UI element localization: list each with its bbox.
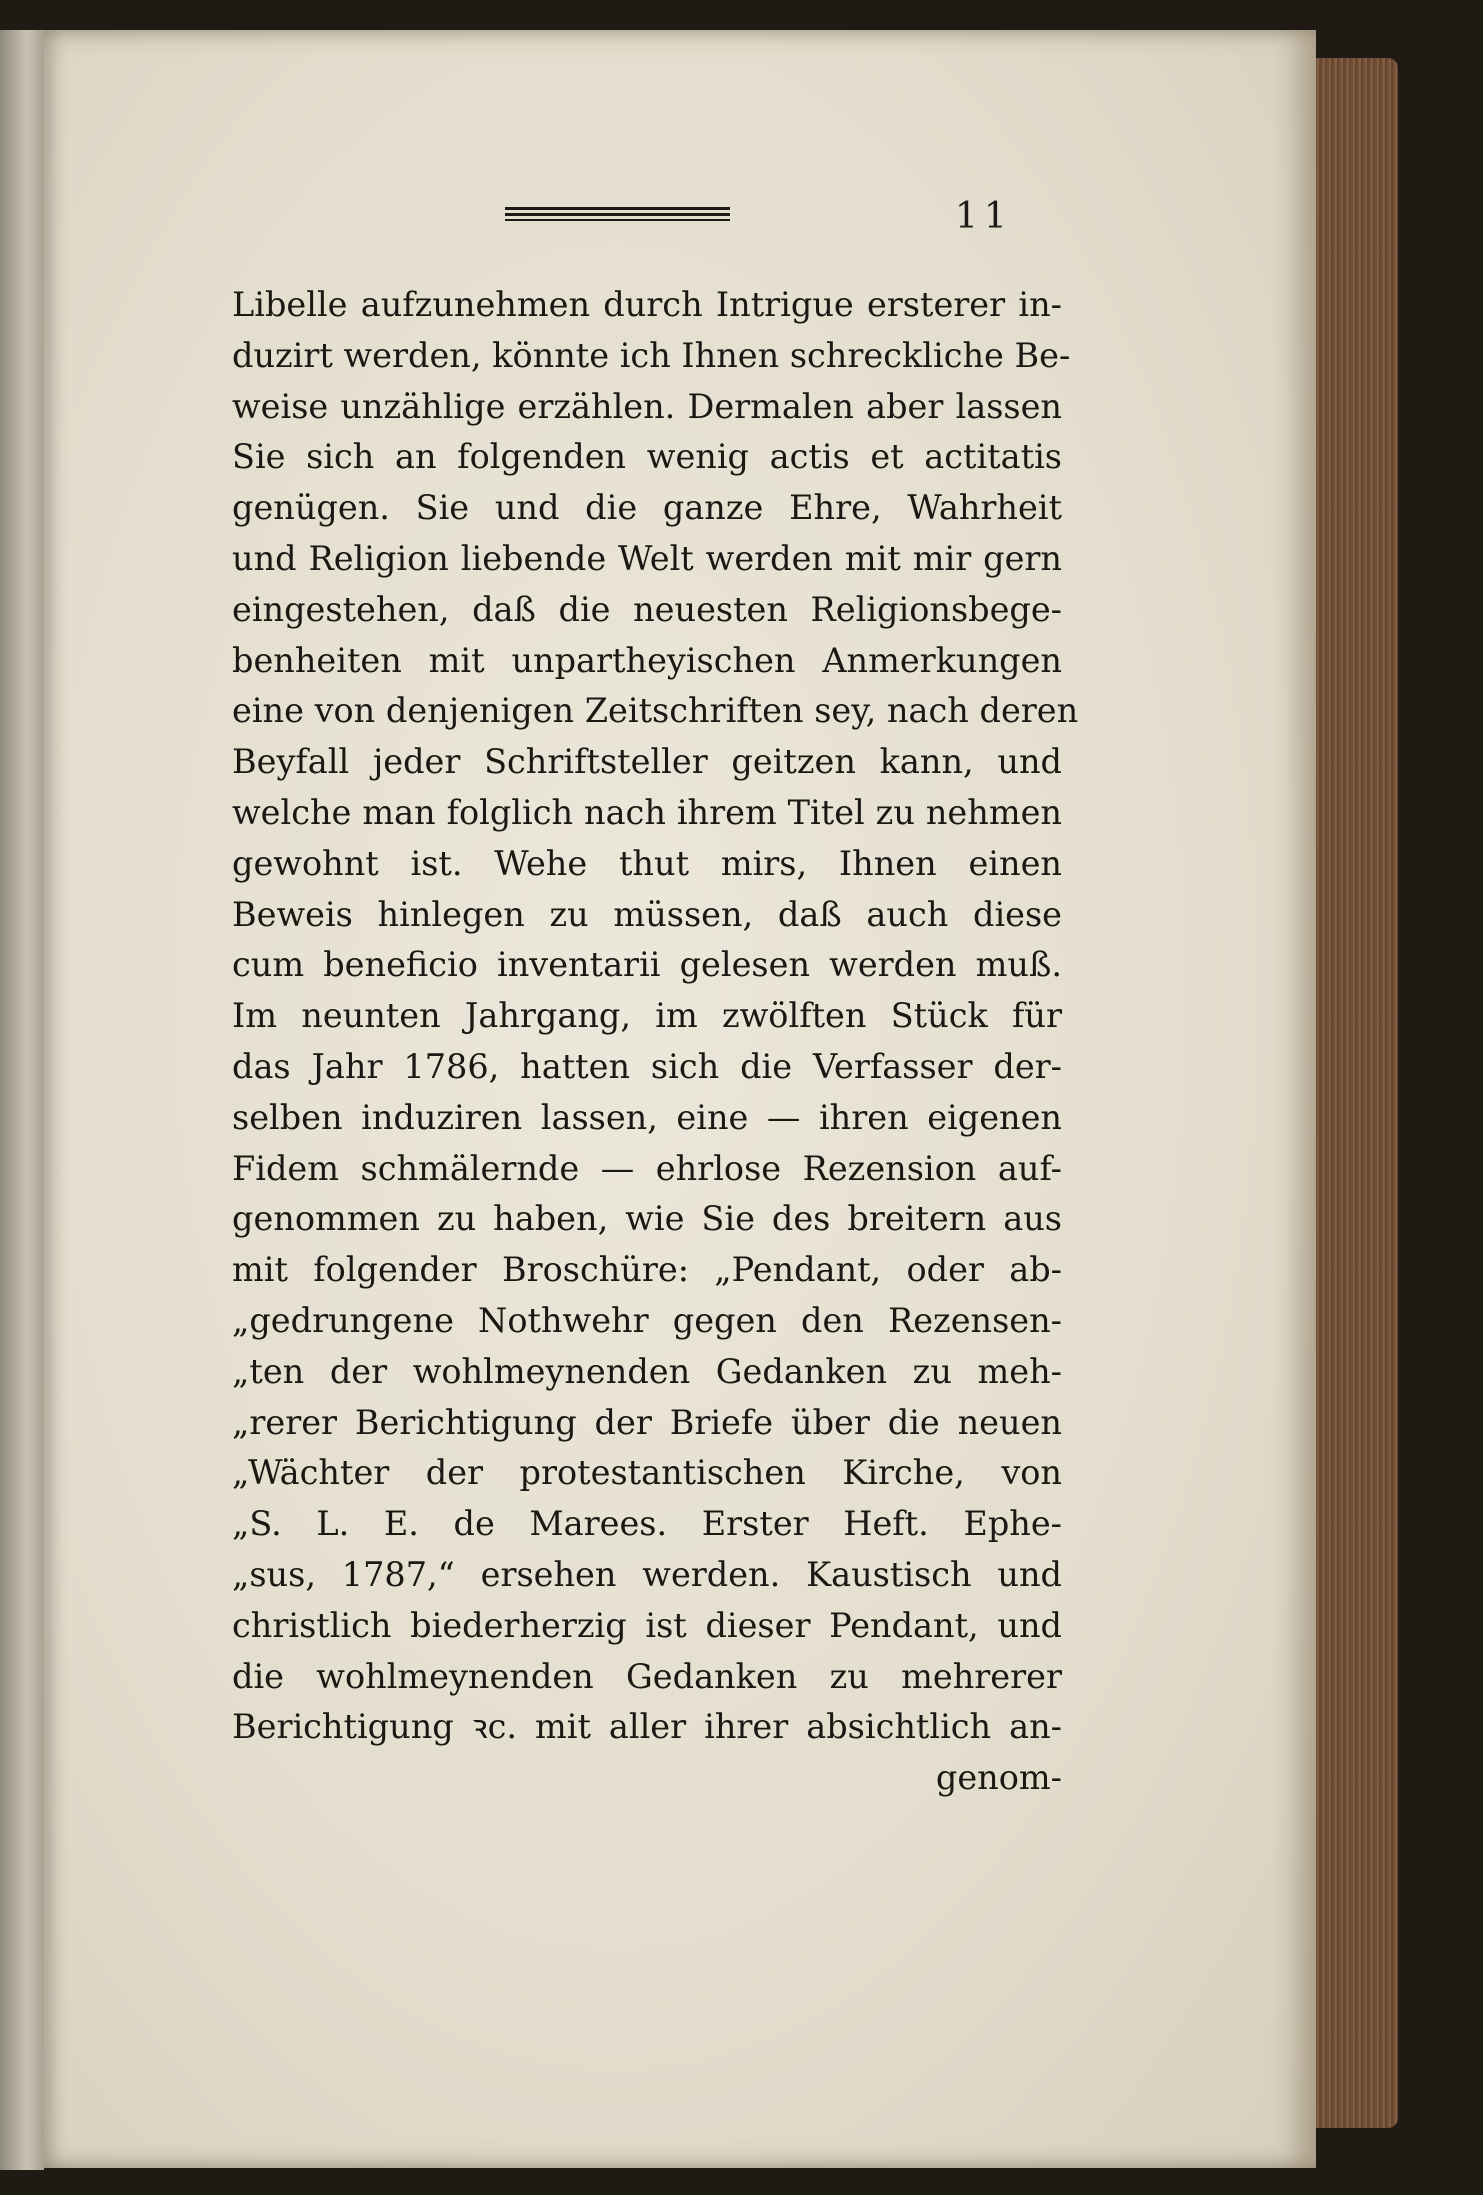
text-line: „S. L. E. de Marees. Erster Heft. Ephe-: [232, 1504, 1062, 1544]
text-line: welche man folglich nach ihrem Titel zu nehmen: [232, 792, 1062, 832]
text-line: gewohnt ist. Wehe thut mirs, Ihnen einen: [232, 843, 1062, 883]
text-line: eingestehen, daß die neuesten Religionsbege-: [232, 589, 1062, 629]
text-line: eine von denjenigen Zeitschriften sey, nach deren: [232, 691, 1079, 731]
text-line: genommen zu haben, wie Sie des breitern aus: [232, 1199, 1062, 1239]
text-line: „Wächter der protestantischen Kirche, von: [232, 1453, 1062, 1493]
text-line: „sus, 1787,“ ersehen werden. Kaustisch und: [232, 1554, 1062, 1594]
facing-page-edge: [0, 30, 44, 2170]
page-number: 11: [955, 196, 1013, 237]
text-line: genügen. Sie und die ganze Ehre, Wahrheit: [232, 488, 1062, 528]
text-line: „gedrungene Nothwehr gegen den Rezensen-: [232, 1300, 1062, 1340]
text-line: Beyfall jeder Schriftsteller geitzen kann, und: [232, 742, 1062, 782]
body-text: [232, 280, 1079, 1804]
text-line: benheiten mit unpartheyischen Anmerkungen: [232, 640, 1062, 680]
header-rule: [505, 219, 730, 221]
text-line: und Religion liebende Welt werden mit mir gern: [232, 538, 1062, 578]
text-line: Im neunten Jahrgang, im zwölften Stück für: [232, 996, 1062, 1036]
text-line: Berichtigung ꝛc. mit aller ihrer absichtlich an-: [232, 1707, 1062, 1747]
text-line: cum beneficio inventarii gelesen werden muß.: [232, 945, 1062, 985]
text-line: das Jahr 1786, hatten sich die Verfasser der-: [232, 1046, 1062, 1086]
page-stack-edge: [1316, 58, 1398, 2128]
text-line: selben induziren lassen, eine — ihren eigenen: [232, 1097, 1062, 1137]
text-line: christlich biederherzig ist dieser Pendant, und: [232, 1605, 1062, 1645]
text-line: Fidem schmälernde — ehrlose Rezension auf-: [232, 1148, 1062, 1188]
header-rule: [505, 213, 730, 216]
text-line: duzirt werden, könnte ich Ihnen schreckliche Be-: [232, 335, 1071, 375]
text-line: die wohlmeynenden Gedanken zu mehrerer: [232, 1656, 1062, 1696]
text-line: mit folgender Broschüre: „Pendant, oder ab-: [232, 1250, 1062, 1290]
text-line: Sie sich an folgenden wenig actis et actitatis: [232, 437, 1062, 477]
text-line: „rerer Berichtigung der Briefe über die neuen: [232, 1402, 1062, 1442]
text-line: genom-: [935, 1758, 1062, 1798]
text-line: Beweis hinlegen zu müssen, daß auch diese: [232, 894, 1062, 934]
text-line: „ten der wohlmeynenden Gedanken zu meh-: [232, 1351, 1062, 1391]
text-line: Libelle aufzunehmen durch Intrigue ersterer in-: [232, 285, 1062, 324]
header-rule: [505, 207, 730, 210]
text-line: weise unzählige erzählen. Dermalen aber lassen: [232, 386, 1062, 426]
